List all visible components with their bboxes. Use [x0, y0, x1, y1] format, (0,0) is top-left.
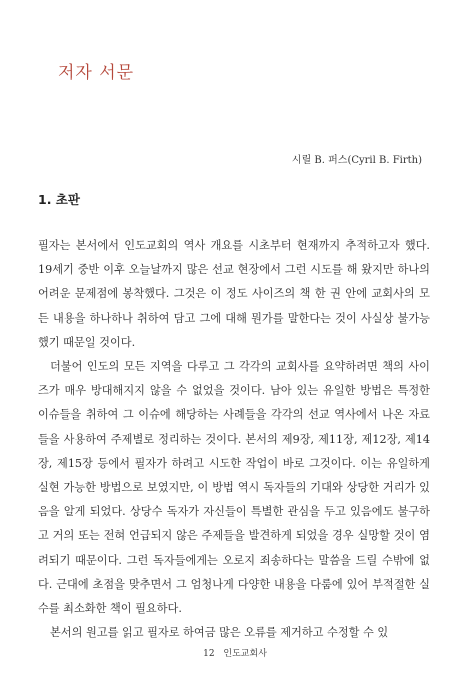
page-number: 12 [203, 649, 215, 659]
running-title: 인도교회사 [223, 649, 267, 659]
body-text [38, 234, 430, 645]
section-heading: 1. 초판 [38, 192, 80, 207]
paragraph: 필자는 본서에서 인도교회의 역사 개요를 시초부터 현재까지 추적하고자 했다. 19세기 중반 이후 오늘날까지 많은 선교 현장에서 그런 시도를 해 왔지만 하나의 어려운 문제점에 봉착했다. 그것은 이 정도 사이즈의 책 한 권 안에 교회사의 모든 내용을 하나하나 취하여 담고 그에 대해 뭔가를 말한다는 것이 사실상 불가능했기 때문일 것이다. [38, 239, 430, 349]
paragraph: 본서의 원고를 읽고 필자로 하여금 많은 오류를 제거하고 수정할 수 있 [50, 626, 389, 640]
paragraph: 더불어 인도의 모든 지역을 다루고 그 각각의 교회사를 요약하려면 책의 사이즈가 매우 방대해지지 않을 수 없었을 것이다. 남아 있는 유일한 방법은 특정한 이슈들을 취하여 그 이슈에 해당하는 사례들을 각각의 선교 역사에서 나온 자료들을 사용하여 주제별로 정리하는 것이다. 본서의 제9장, 제11장, 제12장, 제14장, 제15장 등에서 필자가 하려고 시도한 작업이 바로 그것이다. 이는 유일하게 실현 가능한 방법으로 보였지만, 이 방법 역시 독자들의 기대와 상당한 거리가 있음을 알게 되었다. 상당수 독자가 자신들이 특별한 관심을 두고 있음에도 불구하고 거의 또는 전혀 언급되지 않은 주제들을 발견하게 되었을 경우 실망할 것이 염려되기 때문이다. 그런 독자들에게는 오로지 죄송하다는 말씀을 드릴 수밖에 없다. 근대에 초점을 맞추면서 그 엄청나게 다양한 내용을 다룸에 있어 부적절한 실수를 최소화한 책이 필요하다. [38, 360, 430, 616]
page-footer [0, 646, 470, 659]
preface-title: 저자 서문 [58, 63, 135, 83]
author-byline: 시릴 B. 퍼스(Cyril B. Firth) [291, 155, 422, 166]
